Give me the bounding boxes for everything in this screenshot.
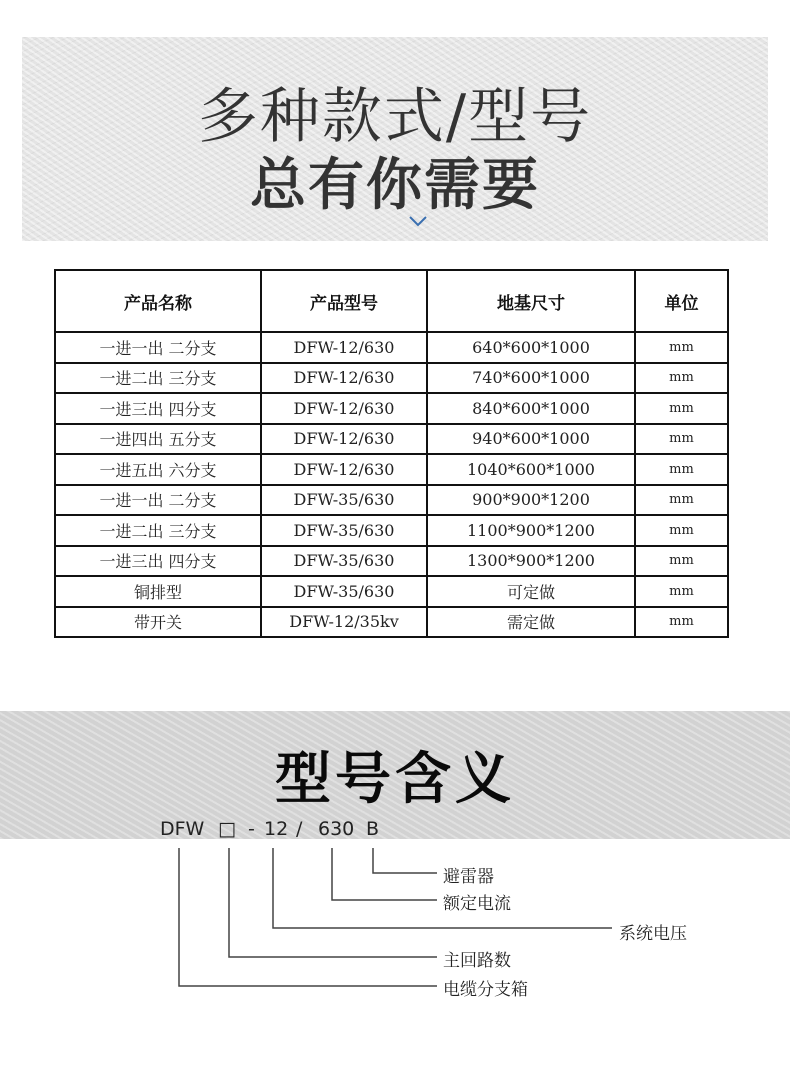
cell-model: DFW-12/630 xyxy=(261,393,427,424)
cell-model: DFW-12/630 xyxy=(261,363,427,394)
cell-product-name: 一进一出 二分支 xyxy=(55,485,261,516)
cell-product-name: 一进一出 二分支 xyxy=(55,332,261,363)
leader-product xyxy=(179,848,437,986)
label-arrester: 避雷器 xyxy=(443,867,494,887)
label-product: 电缆分支箱 xyxy=(443,980,528,1000)
code-part-voltage: 12 xyxy=(264,818,289,840)
cell-model: DFW-12/630 xyxy=(261,424,427,455)
cell-model: DFW-12/35kv xyxy=(261,607,427,638)
cell-model: DFW-12/630 xyxy=(261,454,427,485)
cell-unit: mm xyxy=(635,454,728,485)
leader-system-voltage xyxy=(273,848,612,928)
cell-unit: mm xyxy=(635,515,728,546)
cell-foundation-size: 可定做 xyxy=(427,576,635,607)
banner-title: 多种款式/型号 xyxy=(197,82,593,152)
cell-product-name: 一进三出 四分支 xyxy=(55,393,261,424)
column-header-unit: 单位 xyxy=(635,270,728,332)
cell-model: DFW-35/630 xyxy=(261,546,427,577)
cell-product-name: 一进四出 五分支 xyxy=(55,424,261,455)
cell-unit: mm xyxy=(635,546,728,577)
cell-foundation-size: 900*900*1200 xyxy=(427,485,635,516)
cell-foundation-size: 需定做 xyxy=(427,607,635,638)
cell-product-name: 一进三出 四分支 xyxy=(55,546,261,577)
banner-subtitle: 总有你需要 xyxy=(250,153,540,218)
column-header-model: 产品型号 xyxy=(261,270,427,332)
code-part-current: 630 xyxy=(318,818,355,840)
label-system-voltage: 系统电压 xyxy=(619,924,687,944)
cell-product-name: 一进二出 三分支 xyxy=(55,515,261,546)
cell-foundation-size: 1300*900*1200 xyxy=(427,546,635,577)
code-part-product: DFW xyxy=(160,818,205,840)
cell-unit: mm xyxy=(635,393,728,424)
cell-product-name: 铜排型 xyxy=(55,576,261,607)
label-rated-current: 额定电流 xyxy=(443,894,511,914)
cell-unit: mm xyxy=(635,424,728,455)
leader-arrester xyxy=(373,848,437,873)
cell-foundation-size: 940*600*1000 xyxy=(427,424,635,455)
cell-unit: mm xyxy=(635,363,728,394)
code-part-arrester: B xyxy=(366,818,380,840)
cell-product-name: 一进五出 六分支 xyxy=(55,454,261,485)
cell-foundation-size: 840*600*1000 xyxy=(427,393,635,424)
code-part-slash: / xyxy=(296,818,303,840)
cell-product-name: 一进二出 三分支 xyxy=(55,363,261,394)
cell-model: DFW-12/630 xyxy=(261,332,427,363)
cell-foundation-size: 1040*600*1000 xyxy=(427,454,635,485)
cell-model: DFW-35/630 xyxy=(261,485,427,516)
cell-unit: mm xyxy=(635,332,728,363)
cell-foundation-size: 1100*900*1200 xyxy=(427,515,635,546)
leader-rated-current xyxy=(332,848,437,900)
cell-model: DFW-35/630 xyxy=(261,576,427,607)
cell-foundation-size: 740*600*1000 xyxy=(427,363,635,394)
column-header-product-name: 产品名称 xyxy=(55,270,261,332)
leader-main-circuits xyxy=(229,848,437,957)
label-main-circuits: 主回路数 xyxy=(443,951,511,971)
cell-product-name: 带开关 xyxy=(55,607,261,638)
code-part-circuits: □ xyxy=(218,818,236,840)
cell-unit: mm xyxy=(635,485,728,516)
cell-unit: mm xyxy=(635,607,728,638)
code-part-dash: - xyxy=(248,818,255,840)
cell-unit: mm xyxy=(635,576,728,607)
cell-model: DFW-35/630 xyxy=(261,515,427,546)
section-title: 型号含义 xyxy=(275,747,515,812)
cell-foundation-size: 640*600*1000 xyxy=(427,332,635,363)
column-header-foundation-size: 地基尺寸 xyxy=(427,270,635,332)
